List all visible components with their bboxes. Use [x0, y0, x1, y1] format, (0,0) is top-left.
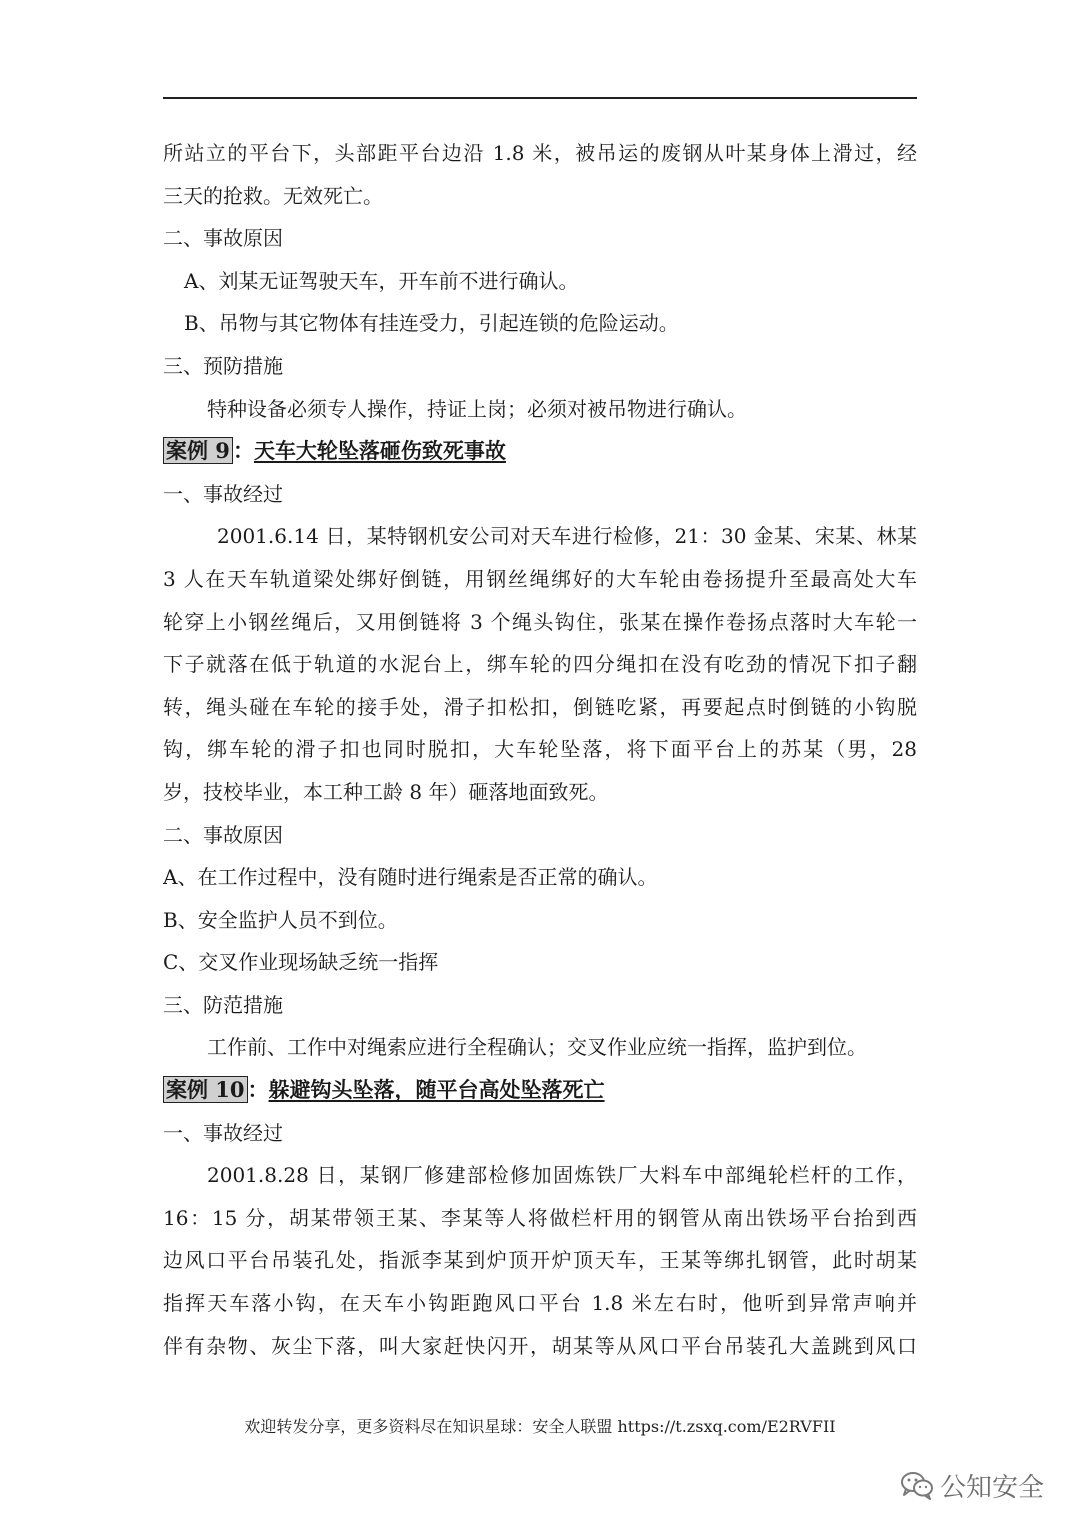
paragraph-line: 工作前、工作中对绳索应进行全程确认；交叉作业应统一指挥，监护到位。 — [207, 1035, 867, 1060]
case-name: 躲避钩头坠落，随平台高处坠落死亡 — [268, 1077, 605, 1103]
paragraph-line: 边风口平台吊装孔处，指派李某到炉顶开炉顶天车，王某等绑扎钢管，此时胡某 — [163, 1248, 917, 1273]
paragraph-line: 16：15 分，胡某带领王某、李某等人将做栏杆用的钢管从南出铁场平台抬到西 — [163, 1205, 917, 1230]
paragraph-line: 三天的抢救。无效死亡。 — [163, 183, 383, 208]
paragraph-line: 转，绳头碰在车轮的接手处，滑子扣松扣，倒链吃紧，再要起点时倒链的小钩脱 — [163, 694, 917, 719]
case-title — [163, 430, 917, 473]
paragraph-line: 下子就落在低于轨道的水泥台上，绑车轮的四分绳扣在没有吃劲的情况下扣子翻 — [163, 652, 917, 677]
case-name: 天车大轮坠落砸伤致死事故 — [253, 438, 506, 464]
case-label: 案例 9 — [163, 437, 233, 464]
case-title — [163, 1069, 917, 1112]
watermark — [900, 1467, 1044, 1503]
case-separator: ： — [247, 1077, 269, 1103]
section-heading: 二、事故原因 — [163, 226, 283, 251]
section-heading: 三、防范措施 — [163, 992, 283, 1017]
wechat-icon — [900, 1470, 934, 1500]
paragraph-line: 钩，绑车轮的滑子扣也同时脱扣，大车轮坠落，将下面平台上的苏某（男，28 — [163, 737, 917, 762]
section-heading: 二、事故原因 — [163, 822, 283, 847]
paragraph-line: 3 人在天车轨道梁处绑好倒链，用钢丝绳绑好的大车轮由卷扬提升至最高处大车 — [163, 566, 917, 591]
page-footer: 欢迎转发分享，更多资料尽在知识星球：安全人联盟 https://t.zsxq.com/E2RVFII — [244, 1417, 836, 1436]
paragraph-line: 2001.8.28 日，某钢厂修建部检修加固炼铁厂大料车中部绳轮栏杆的工作， — [207, 1163, 917, 1188]
list-item: B、吊物与其它物体有挂连受力，引起连锁的危险运动。 — [184, 311, 679, 336]
section-heading: 一、事故经过 — [163, 1120, 283, 1145]
header-rule — [163, 97, 917, 99]
paragraph-line: 所站立的平台下，头部距平台边沿 1.8 米，被吊运的废钢从叶某身体上滑过，经 — [163, 141, 917, 165]
paragraph-line: 2001.6.14 日，某特钢机安公司对天车进行检修，21：30 金某、宋某、林某 — [217, 524, 917, 549]
list-item: C、交叉作业现场缺乏统一指挥 — [163, 950, 439, 975]
case-separator: ： — [232, 438, 254, 464]
list-item: A、在工作过程中，没有随时进行绳索是否正常的确认。 — [163, 865, 658, 890]
watermark-text: 公知安全 — [940, 1472, 1045, 1503]
case-label: 案例 10 — [163, 1076, 248, 1103]
list-item: B、安全监护人员不到位。 — [163, 907, 398, 932]
paragraph-line: 伴有杂物、灰尘下落，叫大家赶快闪开，胡某等从风口平台吊装孔大盖跳到风口 — [163, 1333, 917, 1358]
paragraph-line: 岁，技校毕业，本工种工龄 8 年）砸落地面致死。 — [163, 779, 609, 804]
document-body — [163, 132, 917, 1367]
paragraph-line: 特种设备必须专人操作，持证上岗；必须对被吊物进行确认。 — [207, 396, 747, 421]
section-heading: 一、事故经过 — [163, 481, 283, 506]
list-item: A、刘某无证驾驶天车，开车前不进行确认。 — [184, 268, 579, 293]
paragraph-line: 指挥天车落小钩，在天车小钩距跑风口平台 1.8 米左右时，他听到异常声响并 — [163, 1291, 917, 1316]
paragraph-line: 轮穿上小钢丝绳后，又用倒链将 3 个绳头钩住，张某在操作卷扬点落时大车轮一 — [163, 609, 917, 634]
section-heading: 三、预防措施 — [163, 353, 283, 378]
